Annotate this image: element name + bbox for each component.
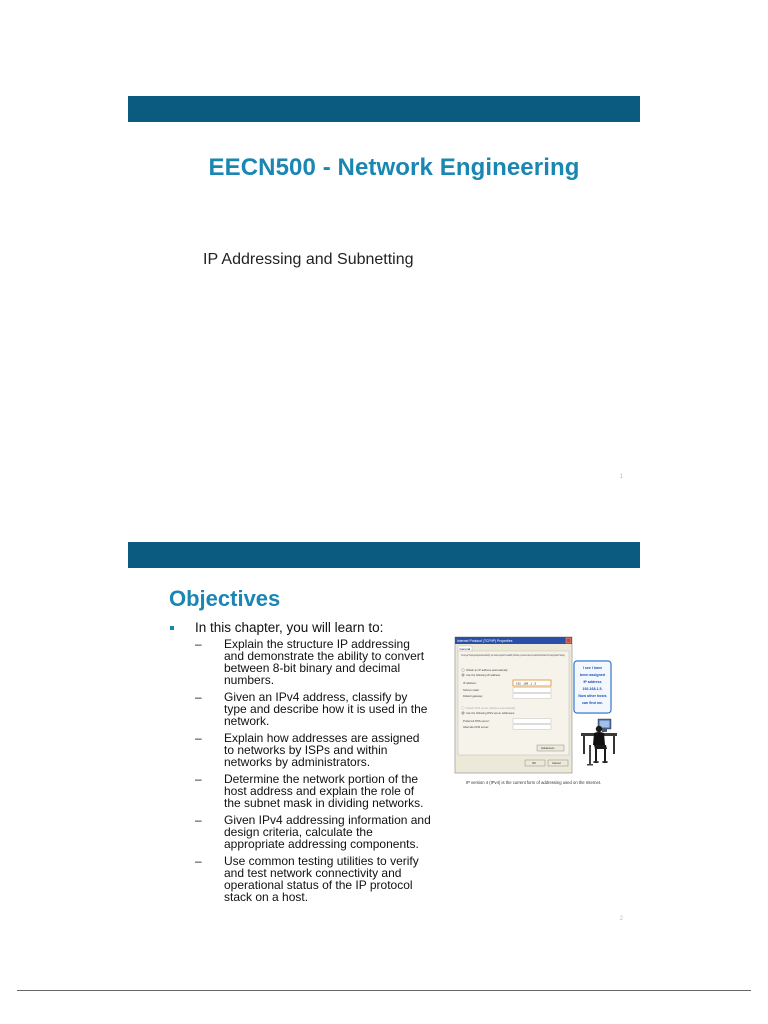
dns1-label: Preferred DNS server: <box>463 720 490 723</box>
ip-settings-figure <box>455 637 659 787</box>
slide-1 <box>128 96 640 502</box>
objective-line: Given IPv4 addressing information and <box>224 813 431 827</box>
close-icon <box>566 638 571 643</box>
objective-list <box>195 638 447 908</box>
radio-dns-manual-label: Use the following DNS server addresses: <box>466 712 515 715</box>
objective-line: type and describe how it is used in the <box>224 702 428 716</box>
slide-header-band <box>128 96 640 122</box>
radio-obtain-auto <box>462 669 465 672</box>
gateway-field <box>513 694 551 699</box>
objective-line: network. <box>224 714 270 728</box>
objective-item: – Given an IPv4 address, classify by type and describe how it is used in the network. <box>195 691 447 727</box>
bullet-square-icon <box>170 626 174 630</box>
dns2-field <box>513 725 551 730</box>
bullet-text: In this chapter, you will learn to: <box>195 620 384 635</box>
objective-line: networks by administrators. <box>224 755 371 769</box>
radio-dns-auto-label: Obtain DNS server address automatically <box>466 707 516 710</box>
radio-auto-label: Obtain an IP address automatically <box>466 669 508 672</box>
bubble-line: been assigned <box>580 673 605 677</box>
page-divider <box>17 990 751 991</box>
ip-address-label: IP address: <box>463 682 477 685</box>
objective-item: – Given IPv4 addressing information and design criteria, calculate the appropriate addressing components. <box>195 814 447 850</box>
objective-line: and demonstrate the ability to convert <box>224 649 425 663</box>
objective-line: Explain how addresses are assigned <box>224 731 420 745</box>
page-number: 1 <box>619 474 623 480</box>
dns1-field <box>513 719 551 724</box>
objective-line: the subnet mask in dividing networks. <box>224 796 424 810</box>
subnet-mask-field <box>513 688 551 693</box>
bubble-line: Now other hosts <box>578 694 607 698</box>
ip-settings-illustration <box>455 637 659 780</box>
radio-manual-label: Use the following IP address: <box>466 674 501 677</box>
objective-item: – Explain the structure IP addressing and demonstrate the ability to convert between 8-bit binary and decimal numbers. <box>195 638 447 686</box>
tab-general-label: General <box>459 646 471 651</box>
slide-2 <box>128 542 659 948</box>
ip-address-value: 192 . 168 . 1 . 5 <box>516 681 537 686</box>
bubble-line: 192.168.1.5. <box>582 687 603 691</box>
objective-line: appropriate addressing components. <box>224 837 419 851</box>
gateway-label: Default gateway: <box>463 695 484 698</box>
objective-item: – Use common testing utilities to verify and test network connectivity and operational status of the IP protocol stack on a host. <box>195 855 447 903</box>
ok-button-label: OK <box>532 761 537 765</box>
objective-line: to networks by ISPs and within <box>224 743 388 757</box>
objective-item: – Determine the network portion of the host address and explain the role of the subnet mask in dividing networks. <box>195 773 447 809</box>
person-at-computer-icon <box>581 719 617 766</box>
objective-line: stack on a host. <box>224 890 309 904</box>
objective-line: Determine the network portion of the <box>224 772 419 786</box>
objective-item: – Explain how addresses are assigned to networks by ISPs and within networks by administrators. <box>195 732 447 768</box>
objective-line: design criteria, calculate the <box>224 825 373 839</box>
slide-header-band <box>128 542 640 568</box>
page-number: 2 <box>619 916 623 922</box>
bubble-line: can find me. <box>582 701 603 705</box>
figure-caption: IP version 4 (IPv4) is the current form of addressing used on the Internet. <box>466 780 602 785</box>
cancel-button-label: Cancel <box>552 761 561 765</box>
dns2-label: Alternate DNS server: <box>463 726 490 729</box>
objective-line: numbers. <box>224 673 275 687</box>
objective-line: host address and explain the role of <box>224 784 415 798</box>
course-subtitle: IP Addressing and Subnetting <box>203 251 414 268</box>
advanced-button-label: Advanced... <box>541 746 556 750</box>
bubble-line: I see I have <box>582 666 603 670</box>
course-title: EECN500 - Network Engineering <box>208 154 580 181</box>
objective-line: between 8-bit binary and decimal <box>224 661 401 675</box>
slide-title: Objectives <box>169 586 281 611</box>
objective-line: Explain the structure IP addressing <box>224 637 410 651</box>
objective-line: operational status of the IP protocol <box>224 878 413 892</box>
dialog-intro: You can get IP settings assigned automatically if your network supports this capability. Otherwise, you need to ask your network administrator for the appropriate IP settings. <box>461 654 659 657</box>
objective-line: Given an IPv4 address, classify by <box>224 690 408 704</box>
objective-line: Use common testing utilities to verify <box>224 854 419 868</box>
objective-line: and test network connectivity and <box>224 866 402 880</box>
bubble-line: IP address <box>583 680 602 684</box>
subnet-mask-label: Subnet mask: <box>463 689 480 692</box>
radio-dns-auto <box>462 707 465 710</box>
dialog-title: Internet Protocol (TCP/IP) Properties <box>457 639 513 643</box>
